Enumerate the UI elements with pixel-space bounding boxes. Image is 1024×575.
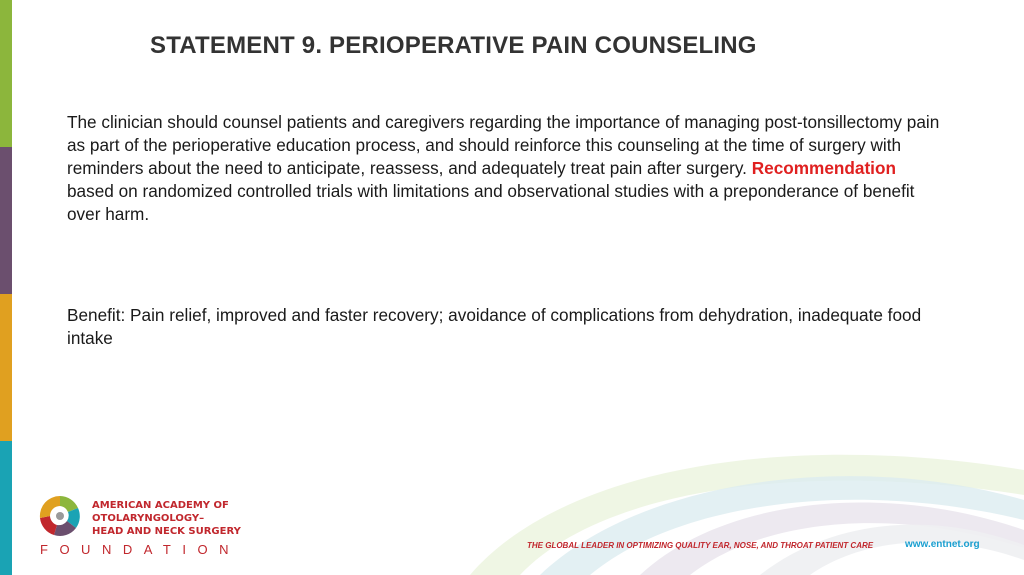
slide-title: STATEMENT 9. PERIOPERATIVE PAIN COUNSELING <box>150 32 757 59</box>
aao-hns-foundation-logo-icon <box>38 494 82 538</box>
website-link[interactable]: www.entnet.org <box>905 539 980 550</box>
org-name-line: OTOLARYNGOLOGY– <box>92 513 205 524</box>
org-name-line: AMERICAN ACADEMY OF <box>92 500 229 511</box>
statement-text-cont: based on randomized controlled trials with limitations and observational studies with a preponderance of benefit over harm. <box>67 181 915 224</box>
statement-text: The clinician should counsel patients and caregivers regarding the importance of managing post-tonsillectomy pain as part of the perioperative education process, and should reinforce this counseling at the time of surgery with reminders about the need to anticipate, reassess, and adequately treat pain after surgery. <box>67 112 940 178</box>
footer-tagline: THE GLOBAL LEADER IN OPTIMIZING QUALITY EAR, NOSE, AND THROAT PATIENT CARE <box>527 541 874 550</box>
statement-paragraph <box>67 111 947 226</box>
foundation-label: FOUNDATION <box>40 542 240 557</box>
recommendation-label: Recommendation <box>751 158 896 178</box>
org-name <box>92 499 241 538</box>
org-name-line: HEAD AND NECK SURGERY <box>92 526 241 537</box>
benefit-paragraph: Benefit: Pain relief, improved and faster recovery; avoidance of complications from dehydration, inadequate food intake <box>67 305 922 348</box>
